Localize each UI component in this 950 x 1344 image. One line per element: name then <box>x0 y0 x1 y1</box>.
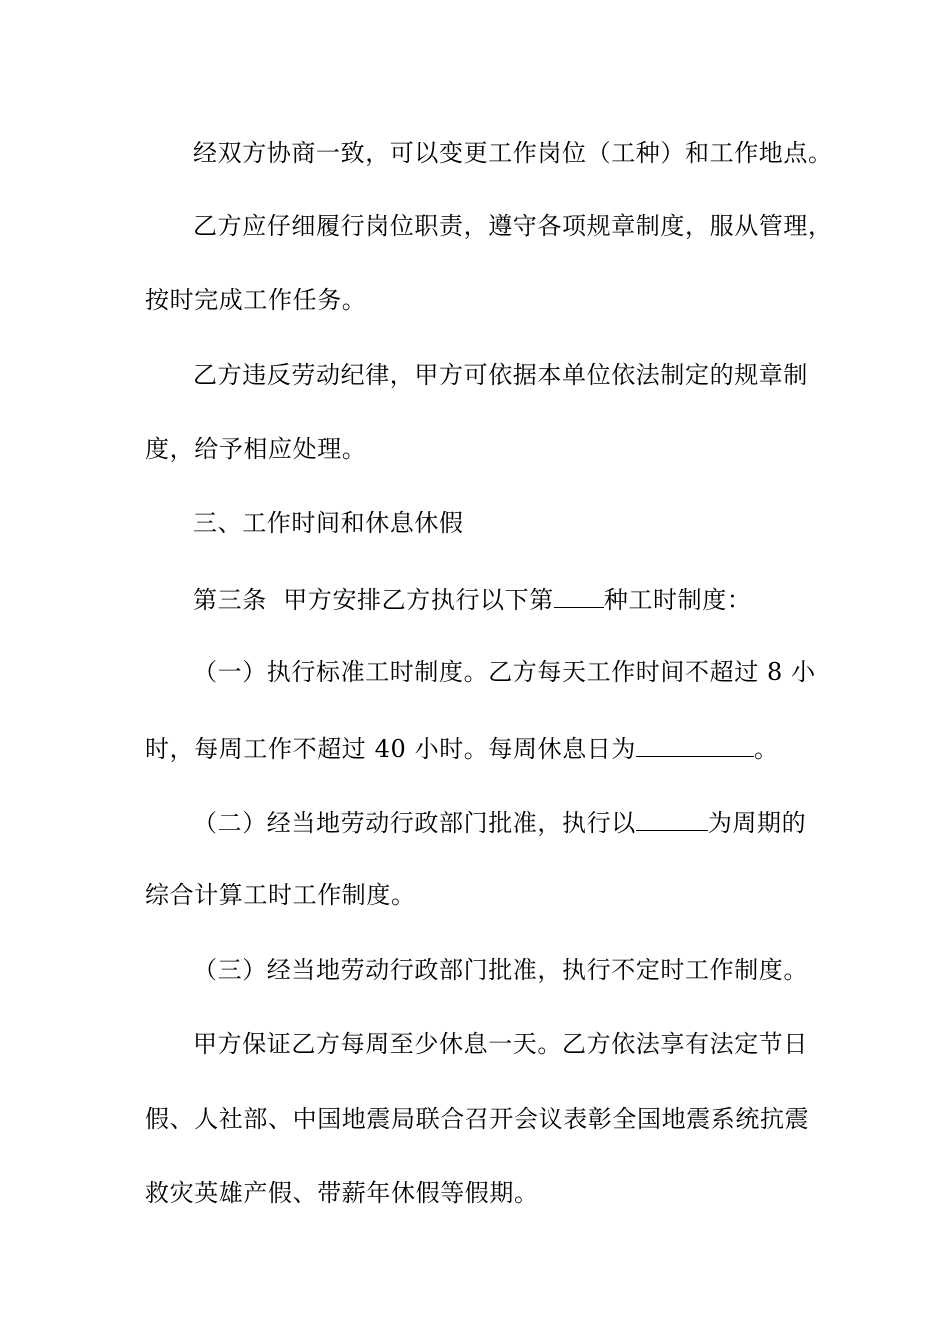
paragraph-line-15 <box>0 1178 950 1208</box>
text: （一）执行标准工时制度。乙方每天工作时间不超过 8 小 <box>193 658 816 686</box>
text: 乙方应仔细履行岗位职责，遵守各项规章制度，服从管理， <box>193 212 833 240</box>
text: 按时完成工作任务。 <box>145 286 367 314</box>
paragraph-line-4 <box>0 360 950 390</box>
text: 综合计算工时工作制度。 <box>145 881 416 909</box>
text: 甲方保证乙方每周至少休息一天。乙方依法享有法定节日 <box>193 1030 808 1058</box>
fill-in-blank <box>636 732 754 757</box>
paragraph-line-1 <box>0 138 950 168</box>
text: 假、人社部、中国地震局联合召开会议表彰全国地震系统抗震 <box>145 1105 810 1133</box>
text: 乙方违反劳动纪律，甲方可依据本单位依法制定的规章制 <box>193 361 808 389</box>
fill-in-blank <box>636 806 708 831</box>
text: （三）经当地劳动行政部门批准，执行不定时工作制度。 <box>193 956 808 984</box>
text: 时，每周工作不超过 40 小时。每周休息日为 <box>145 735 636 763</box>
paragraph-line-5 <box>0 434 950 464</box>
text: 。 <box>754 735 779 763</box>
text: 种工时制度： <box>603 586 752 614</box>
heading-text: 三、工作时间和休息休假 <box>193 509 464 537</box>
text: 经双方协商一致，可以变更工作岗位（工种）和工作地点。 <box>193 139 833 167</box>
paragraph-line-2 <box>0 211 950 241</box>
paragraph-line-12 <box>0 955 950 985</box>
text: 为周期的 <box>707 809 807 837</box>
article-three-line <box>0 583 950 615</box>
paragraph-line-11 <box>0 880 950 910</box>
text: 救灾英雄产假、带薪年休假等假期。 <box>145 1179 539 1207</box>
paragraph-line-13 <box>0 1029 950 1059</box>
text: （二）经当地劳动行政部门批准，执行以 <box>193 809 636 837</box>
paragraph-line-9 <box>0 732 950 764</box>
section-heading <box>0 508 950 538</box>
text: 第三条 甲方安排乙方执行以下第 <box>193 586 554 614</box>
paragraph-line-8 <box>0 657 950 687</box>
text: 度，给予相应处理。 <box>145 435 367 463</box>
fill-in-blank <box>554 583 604 608</box>
paragraph-line-14 <box>0 1104 950 1134</box>
paragraph-line-3 <box>0 285 950 315</box>
paragraph-line-10 <box>0 806 950 838</box>
